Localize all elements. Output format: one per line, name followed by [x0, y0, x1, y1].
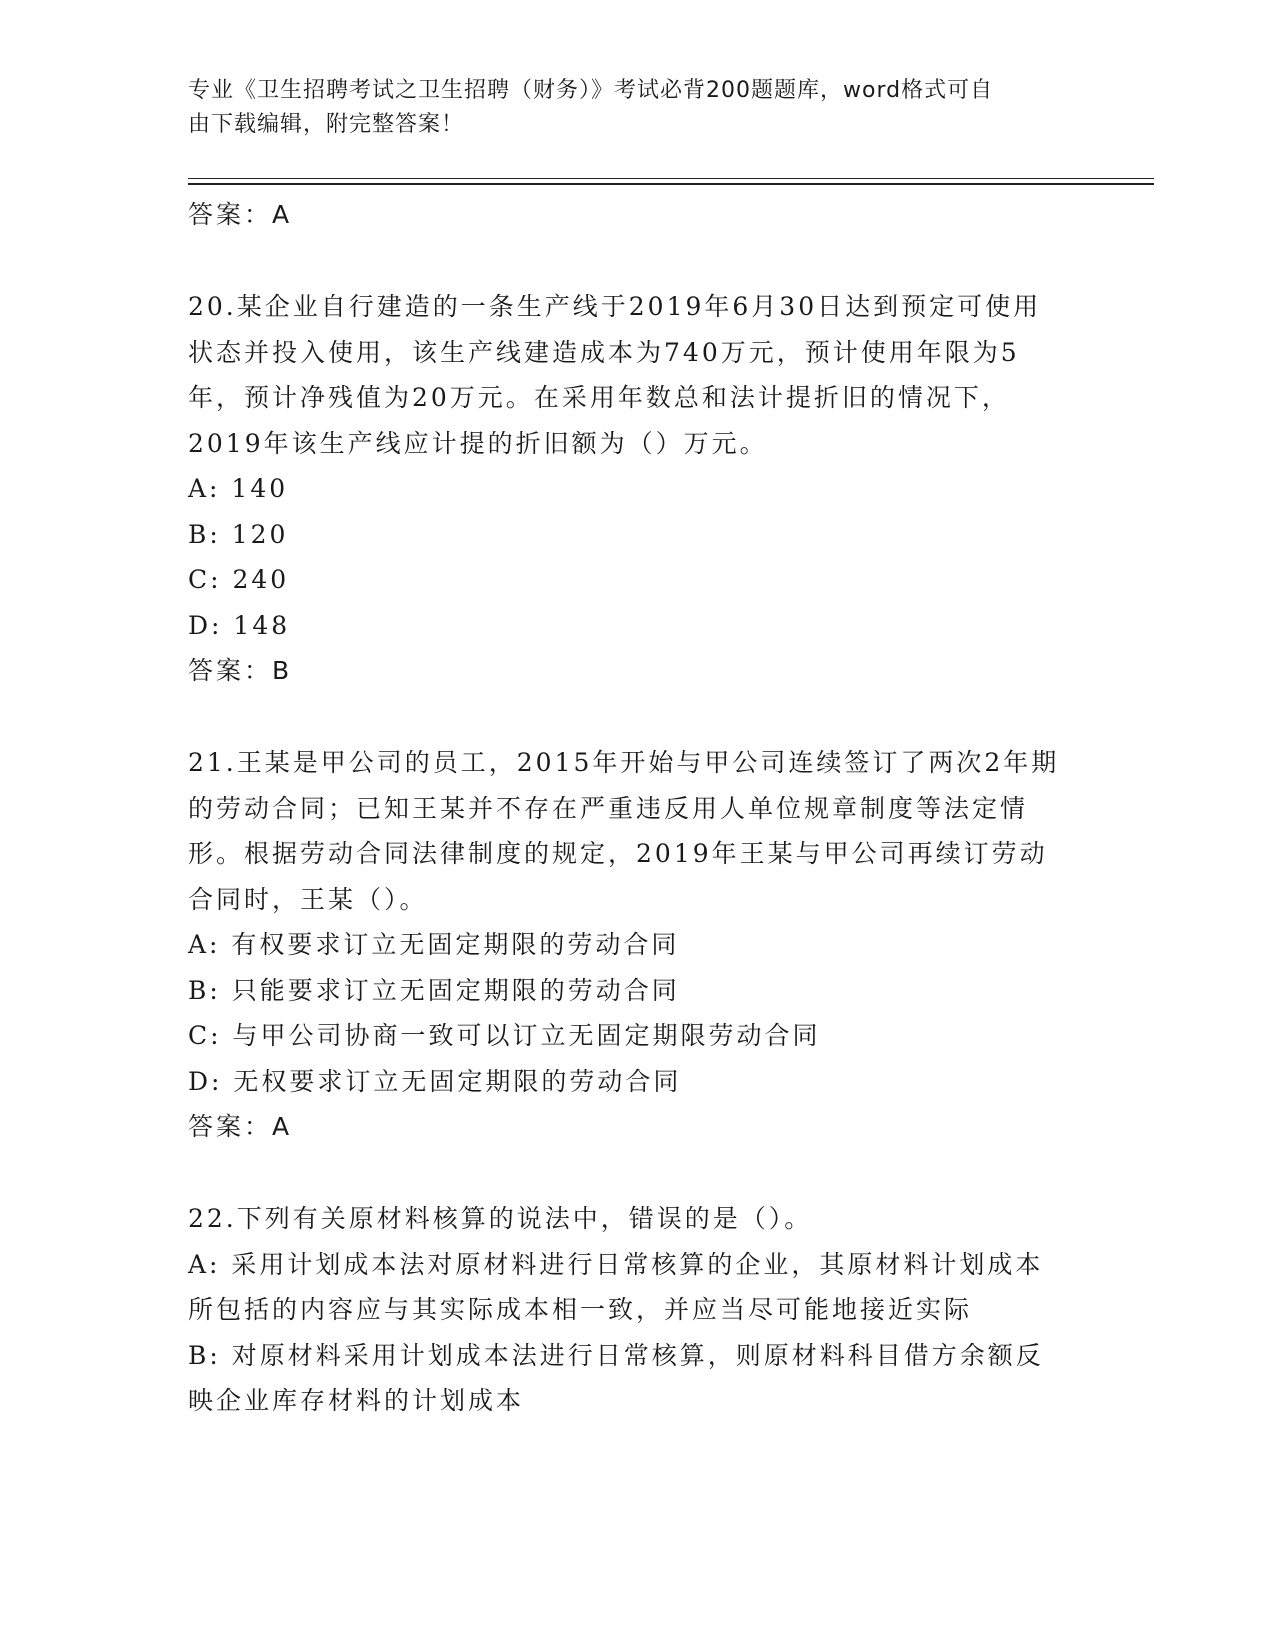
question-stem-line: 合同时，王某（）。 — [188, 884, 428, 914]
answer-previous: 答案：A — [188, 200, 293, 229]
option-d: D: 无权要求订立无固定期限的劳动合同 — [188, 1066, 682, 1096]
question-stem-line: 22.下列有关原材料核算的说法中，错误的是（）。 — [188, 1204, 813, 1233]
question-21 — [188, 740, 1088, 1150]
question-20 — [188, 284, 1088, 694]
document-header — [188, 74, 1068, 142]
option-b-continued: 映企业库存材料的计划成本 — [188, 1386, 525, 1415]
option-b: B: 对原材料采用计划成本法进行日常核算，则原材料科目借方余额反 — [188, 1340, 1044, 1370]
option-a: A: 有权要求订立无固定期限的劳动合同 — [188, 930, 680, 959]
option-c: C: 240 — [188, 565, 290, 594]
question-stem-line: 20.某企业自行建造的一条生产线于2019年6月30日达到预定可使用 — [188, 292, 1042, 321]
option-b: B: 只能要求订立无固定期限的劳动合同 — [188, 975, 680, 1005]
spacer — [188, 694, 1088, 740]
question-stem-line: 年，预计净残值为20万元。在采用年数总和法计提折旧的情况下， — [188, 383, 1010, 412]
question-stem-line: 21.王某是甲公司的员工，2015年开始与甲公司连续签订了两次2年期 — [188, 748, 1060, 777]
option-a-continued: 所包括的内容应与其实际成本相一致，并应当尽可能地接近实际 — [188, 1295, 973, 1324]
option-a: A: 采用计划成本法对原材料进行日常核算的企业，其原材料计划成本 — [188, 1249, 1044, 1279]
header-divider-thick — [188, 183, 1154, 185]
document-body — [188, 192, 1088, 1424]
answer: 答案：B — [188, 656, 293, 685]
spacer — [188, 238, 1088, 284]
spacer — [188, 1150, 1088, 1196]
header-divider-thin — [188, 178, 1154, 179]
header-title-line-2: 由下载编辑，附完整答案！ — [188, 112, 465, 137]
question-22 — [188, 1196, 1088, 1424]
answer: 答案：A — [188, 1112, 293, 1141]
option-b: B: 120 — [188, 519, 289, 549]
option-a: A: 140 — [188, 474, 289, 503]
option-c: C: 与甲公司协商一致可以订立无固定期限劳动合同 — [188, 1021, 821, 1050]
question-stem-line: 状态并投入使用，该生产线建造成本为740万元，预计使用年限为5 — [188, 337, 1020, 367]
header-title-line-1: 专业《卫生招聘考试之卫生招聘（财务）》考试必背200题题库，word格式可自 — [188, 78, 994, 103]
question-stem-line: 2019年该生产线应计提的折旧额为（）万元。 — [188, 428, 768, 458]
question-stem-line: 的劳动合同；已知王某并不存在严重违反用人单位规章制度等法定情 — [188, 793, 1029, 823]
question-stem-line: 形。根据劳动合同法律制度的规定，2019年王某与甲公司再续订劳动 — [188, 839, 1048, 868]
option-d: D: 148 — [188, 610, 291, 640]
